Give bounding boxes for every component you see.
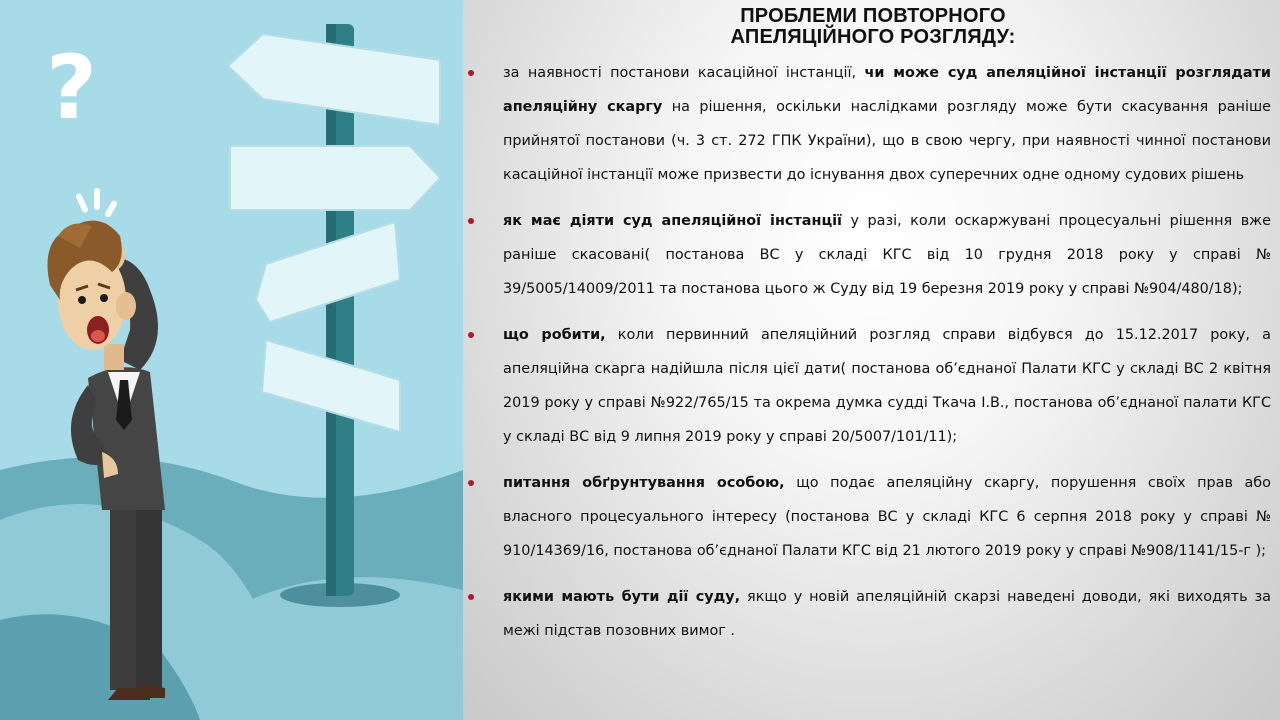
bullet-emphasis: питання обґрунтування особою, xyxy=(503,475,785,491)
text-panel xyxy=(463,0,1280,720)
bullet-item: як має діяти суд апеляційної інстанції у разі, коли оскаржувані процесуальні рішення вже раніше скасовані( постанова ВС у складі КГС від 10 грудня 2018 року у справі № 39/5005/14009/2011 та постанова цього ж Суду від 19 березня 2019 року у справі №904/480/18); xyxy=(503,204,1271,306)
slide-title xyxy=(583,6,1163,48)
title-line-2: АПЕЛЯЦІЙНОГО РОЗГЛЯДУ: xyxy=(730,26,1016,48)
bullet-dot-icon xyxy=(468,594,474,600)
sign-2 xyxy=(230,146,440,210)
bullet-emphasis: як має діяти суд апеляційної інстанції xyxy=(503,213,842,229)
bullet-item: питання обґрунтування особою, що подає апеляційну скаргу, порушення своїх прав або власного процесуального інтересу (постанова ВС у складі КГС 6 серпня 2018 року у справі № 910/14369/16, постанова об’єднаної Палати КГС від 21 лютого 2019 року у справі №908/1141/15-г ); xyxy=(503,466,1271,568)
bullet-item: що робити, коли первинний апеляційний розгляд справи відбувся до 15.12.2017 року, а апеляційна скарга надійшла після цієї дати( постанова об’єднаної Палати КГС у складі ВС 2 квітня 2019 року у справі №922/765/15 та окрема думка судді Ткача І.В., постанова об’єднаної палати КГС у складі ВС від 9 липня 2019 року у справі 20/5007/101/11); xyxy=(503,318,1271,454)
bullet-list xyxy=(503,56,1271,660)
question-mark-icon: ? xyxy=(46,36,98,139)
bullet-item: за наявності постанови касаційної інстанції, чи може суд апеляційної інстанції розглядати апеляційну скаргу на рішення, оскільки наслідками розгляду може бути скасування раніше прийнятої постанови (ч. 3 ст. 272 ГПК України), що в свою чергу, при наявності чинної постанови касаційної інстанції може призвести до існування двох суперечних одне одному судових рішень xyxy=(503,56,1271,192)
bullet-dot-icon xyxy=(468,332,474,338)
bullet-emphasis: якими мають бути дії суду, xyxy=(503,589,741,605)
illustration-confused-man-signpost xyxy=(0,0,463,720)
bullet-dot-icon xyxy=(468,70,474,76)
bullet-emphasis: чи може суд апеляційної інстанції розглядати апеляційну скаргу xyxy=(503,65,1271,115)
bullet-dot-icon xyxy=(468,218,474,224)
bullet-dot-icon xyxy=(468,480,474,486)
bullet-emphasis: що робити, xyxy=(503,327,606,343)
title-line-1: ПРОБЛЕМИ ПОВТОРНОГО xyxy=(740,5,1006,27)
signpost-illustration xyxy=(0,0,463,720)
bullet-item: якими мають бути дії суду, якщо у новій апеляційній скарзі наведені доводи, які виходять за межі підстав позовних вимог . xyxy=(503,580,1271,648)
